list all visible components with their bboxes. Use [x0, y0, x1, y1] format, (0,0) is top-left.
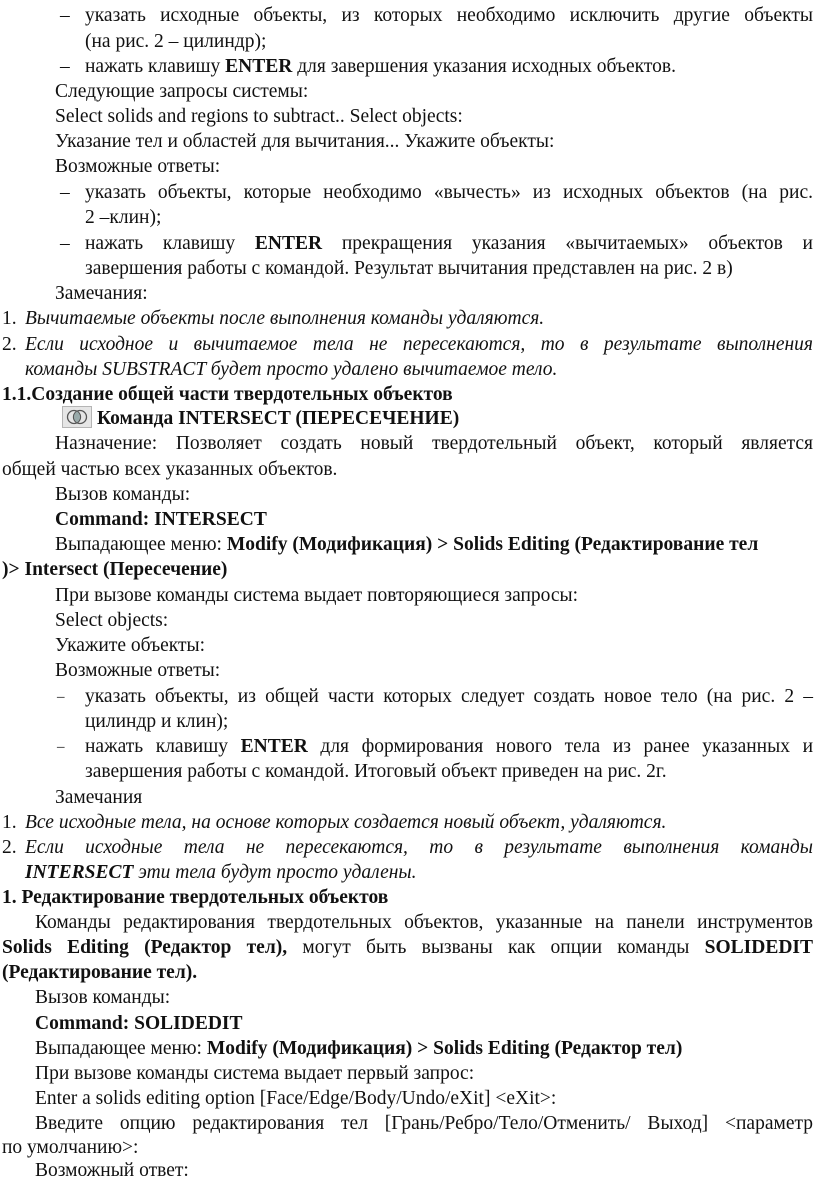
list-dash: –	[60, 5, 70, 26]
list-item-text: цилиндр и клин);	[85, 711, 229, 732]
paragraph: Следующие запросы системы:	[55, 81, 309, 102]
paragraph: Назначение: Позволяет создать новый твердотельный объект, который является	[55, 433, 813, 454]
paragraph: При вызове команды система выдает первый запрос:	[35, 1063, 475, 1084]
list-item-text: 2 –клин);	[85, 207, 162, 228]
paragraph: При вызове команды система выдает повторяющиеся запросы:	[55, 585, 579, 606]
list-item-text: указать исходные объекты, из которых необходимо исключить другие объекты	[85, 5, 813, 26]
note-text: Все исходные тела, на основе которых создается новый объект, удаляются.	[25, 812, 667, 833]
note-text: INTERSECT эти тела будут просто удалены.	[25, 862, 417, 883]
system-prompt-ru: Введите опцию редактирования тел [Грань/Ребро/Тело/Отменить/ Выход] <параметр	[35, 1113, 813, 1134]
list-dash: –	[60, 182, 70, 203]
paragraph: Возможный ответ:	[35, 1160, 189, 1181]
paragraph: Возможные ответы:	[55, 660, 221, 681]
paragraph: Возможные ответы:	[55, 156, 221, 177]
paragraph: Solids Editing (Редактор тел), могут быть вызваны как опции команды SOLIDEDIT	[2, 937, 813, 958]
system-prompt-ru: Укажите объекты:	[55, 635, 206, 656]
list-number: 2.	[2, 334, 17, 355]
system-prompt-en: Select objects:	[55, 610, 169, 631]
menu-path: Выпадающее меню: Modify (Модификация) > Solids Editing (Редактирование тел	[55, 534, 759, 555]
list-item-text: нажать клавишу ENTER прекращения указания «вычитаемых» объектов и	[85, 233, 813, 254]
list-dash: –	[57, 689, 65, 705]
paragraph: общей частью всех указанных объектов.	[2, 459, 338, 480]
list-item-text: нажать клавишу ENTER для формирования нового тела из ранее указанных и	[85, 736, 814, 757]
note-text: Если исходные тела не пересекаются, то в результате выполнения команды	[25, 837, 813, 858]
section-heading: 1. Редактирование твердотельных объектов	[2, 887, 389, 908]
list-item-text: завершения работы с командой. Результат вычитания представлен на рис. 2 в)	[85, 258, 733, 279]
paragraph: Команды редактирования твердотельных объектов, указанные на панели инструментов	[35, 912, 813, 933]
list-item-text: нажать клавишу ENTER для завершения указания исходных объектов.	[85, 56, 676, 77]
paragraph: Вызов команды:	[35, 987, 171, 1008]
note-text: Если исходное и вычитаемое тела не пересекаются, то в результате выполнения	[25, 334, 813, 355]
list-dash: –	[60, 233, 70, 254]
list-item-text: завершения работы с командой. Итоговый объект приведен на рис. 2г.	[85, 761, 667, 782]
system-prompt-en: Select solids and regions to subtract.. Select objects:	[55, 106, 463, 127]
list-number: 1.	[2, 812, 17, 833]
command-heading: Команда INTERSECT (ПЕРЕСЕЧЕНИЕ)	[97, 408, 460, 429]
system-prompt-ru: по умолчанию>:	[2, 1137, 139, 1158]
paragraph: Замечания	[55, 787, 143, 808]
list-dash: –	[57, 739, 65, 755]
list-number: 1.	[2, 308, 17, 329]
command-line: Command: INTERSECT	[55, 509, 267, 530]
system-prompt-en: Enter a solids editing option [Face/Edge/Body/Undo/eXit] <eXit>:	[35, 1088, 557, 1109]
command-line: Command: SOLIDEDIT	[35, 1013, 243, 1034]
paragraph: (Редактирование тел).	[2, 962, 198, 983]
menu-path: Выпадающее меню: Modify (Модификация) > Solids Editing (Редактор тел)	[35, 1038, 683, 1059]
list-item-text: указать объекты, которые необходимо «вычесть» из исходных объектов (на рис.	[85, 182, 813, 203]
list-dash: –	[60, 56, 70, 77]
paragraph: Замечания:	[55, 283, 148, 304]
intersect-command-icon	[62, 406, 92, 428]
list-item-text: (на рис. 2 – цилиндр);	[85, 31, 267, 52]
section-heading: 1.1.Создание общей части твердотельных объектов	[2, 384, 453, 405]
paragraph: Вызов команды:	[55, 484, 191, 505]
menu-path: )> Intersect (Пересечение)	[2, 559, 228, 580]
system-prompt-ru: Указание тел и областей для вычитания... Укажите объекты:	[55, 131, 555, 152]
list-item-text: указать объекты, из общей части которых следует создать новое тело (на рис. 2 –	[85, 686, 813, 707]
note-text: Вычитаемые объекты после выполнения команды удаляются.	[25, 308, 545, 329]
note-text: команды SUBSTRACT будет просто удалено вычитаемое тело.	[25, 359, 558, 380]
list-number: 2.	[2, 837, 17, 858]
